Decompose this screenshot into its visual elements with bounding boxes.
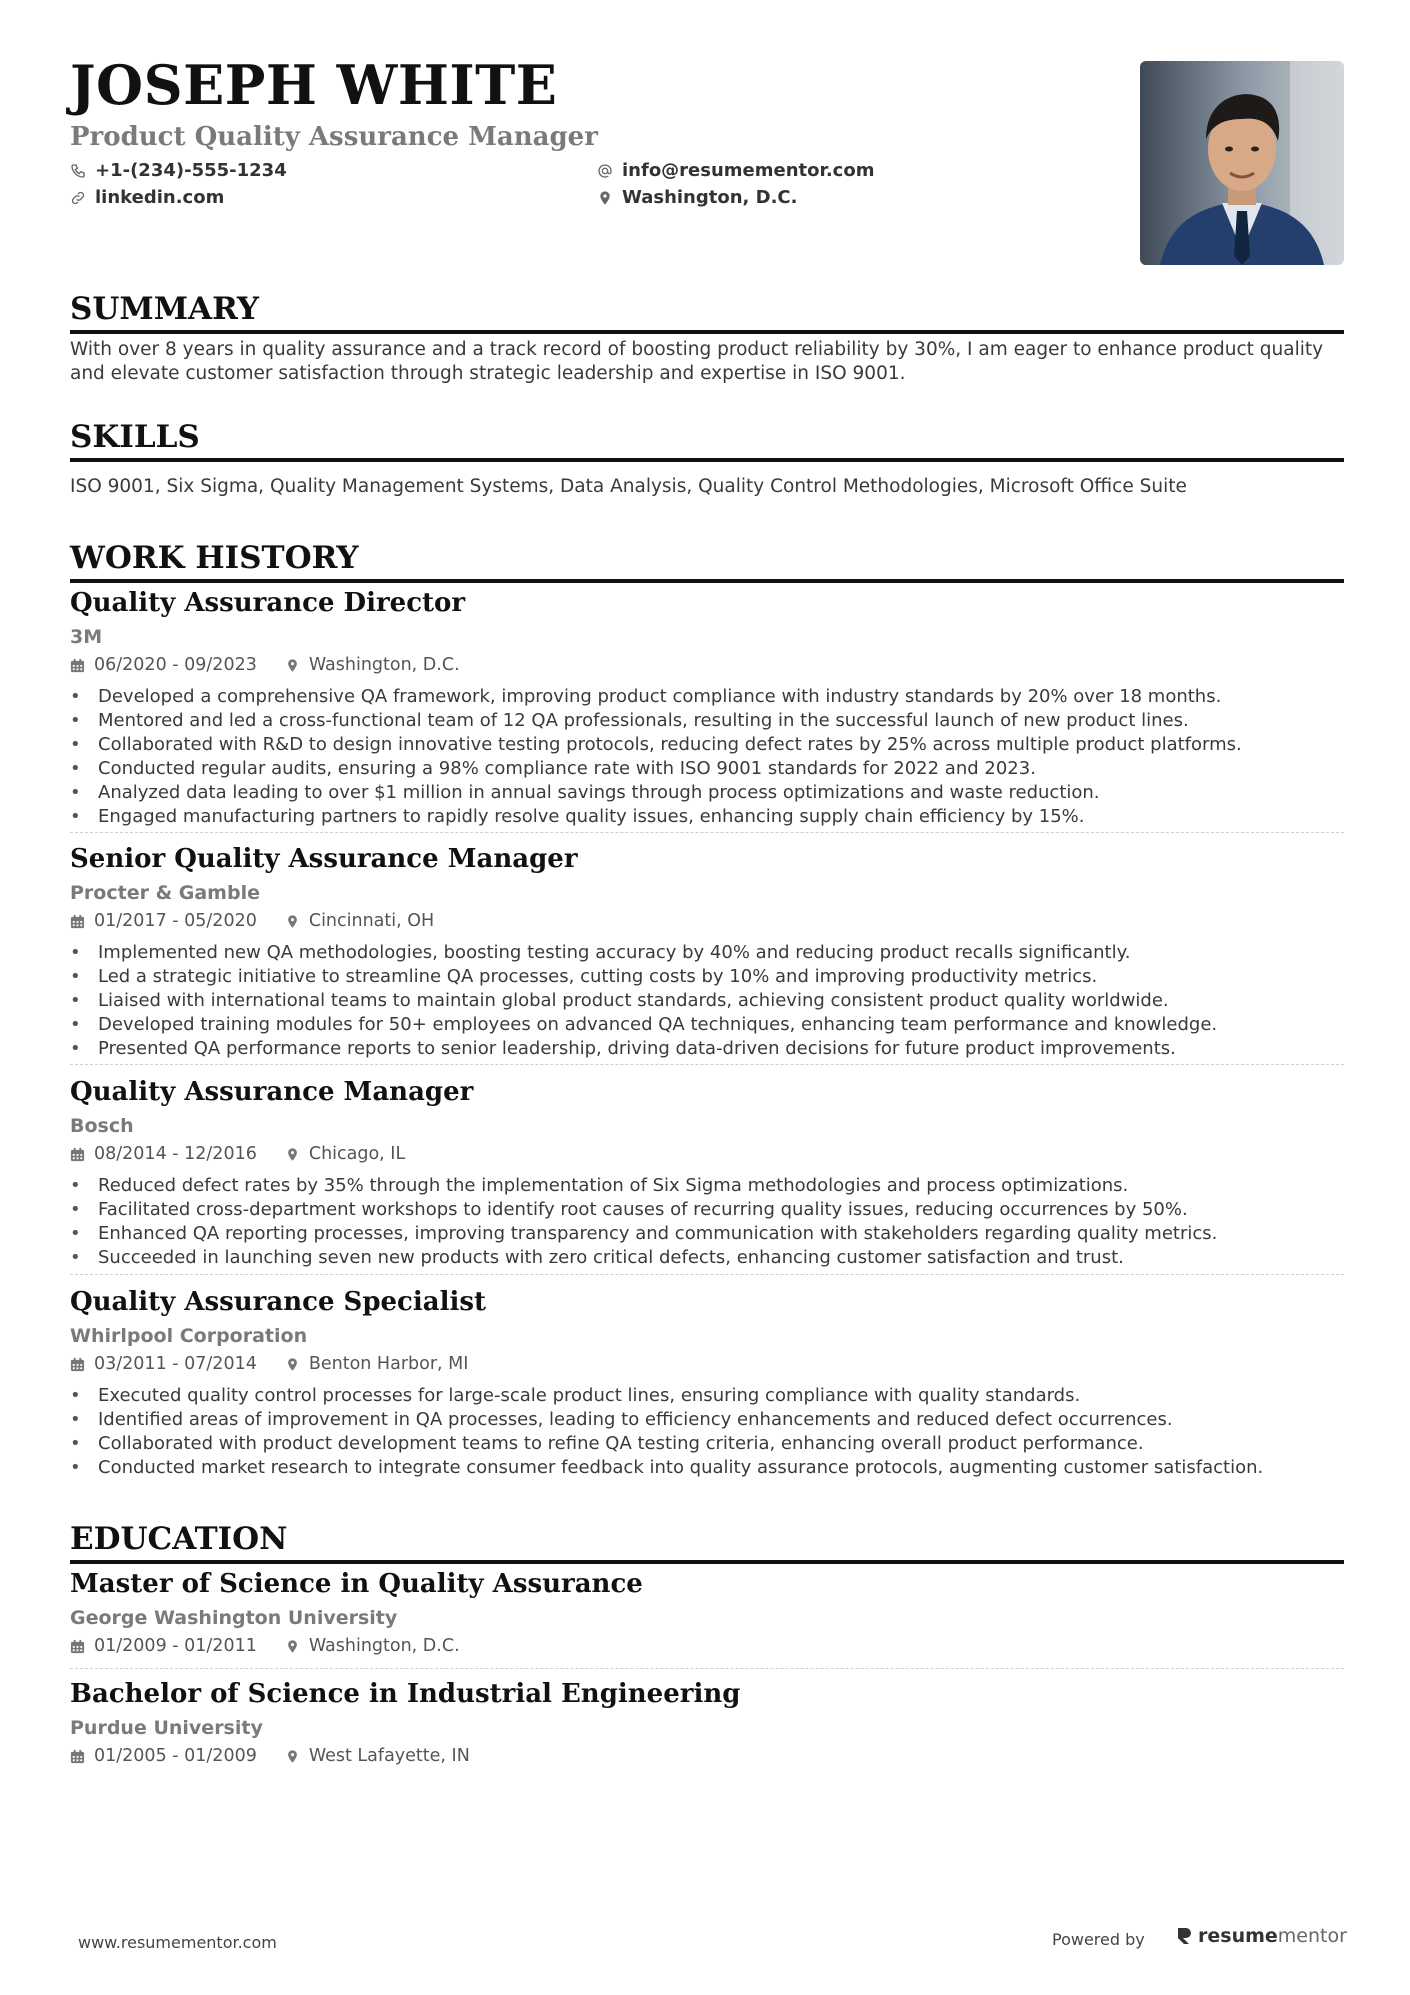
job-dates: 03/2011 - 07/2014 bbox=[94, 1354, 257, 1374]
job-bullet: • Identified areas of improvement in QA processes, leading to efficiency enhancements and reduced defect occurrences. bbox=[70, 1408, 1344, 1432]
job-bullet: • Analyzed data leading to over $1 million in annual savings through process optimizations and waste reduction. bbox=[70, 781, 1344, 805]
job-title: Quality Assurance Director bbox=[70, 588, 466, 618]
education-dates: 01/2009 - 01/2011 bbox=[94, 1636, 257, 1656]
email-text[interactable]: info@resumementor.com bbox=[622, 160, 875, 181]
job-bullet: • Conducted regular audits, ensuring a 98% compliance rate with ISO 9001 standards for 2022 and 2023. bbox=[70, 757, 1344, 781]
location-text: Washington, D.C. bbox=[622, 187, 798, 208]
job-entry bbox=[70, 1289, 1344, 1480]
contact-link[interactable] bbox=[70, 187, 224, 208]
contact-phone bbox=[70, 160, 287, 181]
job-company: 3M bbox=[70, 626, 103, 648]
entry-divider bbox=[70, 832, 1344, 833]
job-bullets bbox=[70, 685, 1344, 829]
education-entry bbox=[70, 1681, 1344, 1766]
job-company: Procter & Gamble bbox=[70, 882, 260, 904]
education-heading: EDUCATION bbox=[70, 1524, 1344, 1564]
education-location: Washington, D.C. bbox=[308, 1636, 460, 1656]
school-name: George Washington University bbox=[70, 1607, 398, 1629]
degree-title: Master of Science in Quality Assurance bbox=[70, 1569, 643, 1599]
education-meta bbox=[70, 1748, 1344, 1766]
job-entry bbox=[70, 846, 1344, 1061]
map-pin-icon bbox=[285, 1147, 300, 1162]
job-company: Whirlpool Corporation bbox=[70, 1325, 308, 1347]
job-title: Quality Assurance Specialist bbox=[70, 1287, 486, 1317]
map-pin-icon bbox=[285, 1749, 300, 1764]
powered-by-text: Powered by bbox=[1052, 1930, 1145, 1949]
job-entry bbox=[70, 1079, 1344, 1270]
job-meta bbox=[70, 1146, 1344, 1164]
job-bullet: • Presented QA performance reports to senior leadership, driving data-driven decisions for future product improvements. bbox=[70, 1037, 1344, 1061]
job-bullet: • Collaborated with product development teams to refine QA testing criteria, enhancing overall product performance. bbox=[70, 1432, 1344, 1456]
summary-heading: SUMMARY bbox=[70, 294, 1344, 334]
at-icon bbox=[597, 163, 613, 179]
brand-light: mentor bbox=[1277, 1925, 1347, 1947]
summary-text: With over 8 years in quality assurance and a track record of boosting product reliability by 30%, I am eager to enhance product quality and elevate customer satisfaction through strategic leadership and expertise in ISO 9001. bbox=[70, 339, 1324, 384]
education-location: West Lafayette, IN bbox=[308, 1746, 470, 1766]
job-bullets bbox=[70, 1174, 1344, 1270]
job-dates: 01/2017 - 05/2020 bbox=[94, 911, 257, 931]
calendar-icon bbox=[70, 914, 85, 929]
job-bullet: • Led a strategic initiative to streamline QA processes, cutting costs by 10% and improving productivity metrics. bbox=[70, 965, 1344, 989]
contact-email[interactable] bbox=[597, 160, 874, 181]
calendar-icon bbox=[70, 658, 85, 673]
job-bullet: • Liaised with international teams to maintain global product standards, achieving consistent product quality worldwide. bbox=[70, 989, 1344, 1013]
job-meta bbox=[70, 913, 1344, 931]
contact-location bbox=[597, 187, 797, 208]
education-entry bbox=[70, 1571, 1344, 1656]
link-text[interactable]: linkedin.com bbox=[95, 187, 225, 208]
job-location: Benton Harbor, MI bbox=[308, 1354, 469, 1374]
job-bullet: • Implemented new QA methodologies, boosting testing accuracy by 40% and reducing product recalls significantly. bbox=[70, 941, 1344, 965]
map-pin-icon bbox=[285, 914, 300, 929]
brand-logo[interactable] bbox=[1176, 1925, 1347, 1947]
phone-text: +1-(234)-555-1234 bbox=[95, 160, 287, 181]
job-bullet: • Developed a comprehensive QA framework, improving product compliance with industry standards by 20% over 18 months. bbox=[70, 685, 1344, 709]
education-meta bbox=[70, 1638, 1344, 1656]
job-bullet: • Collaborated with R&D to design innovative testing protocols, reducing defect rates by 25% across multiple product platforms. bbox=[70, 733, 1344, 757]
footer-url[interactable]: www.resumementor.com bbox=[78, 1933, 277, 1952]
job-bullets bbox=[70, 1384, 1344, 1480]
calendar-icon bbox=[70, 1639, 85, 1654]
phone-icon bbox=[70, 163, 86, 179]
job-bullet: • Executed quality control processes for large-scale product lines, ensuring compliance with quality standards. bbox=[70, 1384, 1344, 1408]
map-pin-icon bbox=[285, 1357, 300, 1372]
calendar-icon bbox=[70, 1749, 85, 1764]
job-bullets bbox=[70, 941, 1344, 1061]
link-icon bbox=[70, 190, 86, 206]
skills-text: ISO 9001, Six Sigma, Quality Management Systems, Data Analysis, Quality Control Methodologies, Microsoft Office Suite bbox=[70, 476, 1187, 497]
job-bullet: • Succeeded in launching seven new products with zero critical defects, enhancing customer satisfaction and trust. bbox=[70, 1246, 1344, 1270]
work-history-heading: WORK HISTORY bbox=[70, 543, 1344, 583]
job-location: Cincinnati, OH bbox=[308, 911, 435, 931]
job-bullet: • Developed training modules for 50+ employees on advanced QA techniques, enhancing team performance and knowledge. bbox=[70, 1013, 1344, 1037]
job-meta bbox=[70, 657, 1344, 675]
job-bullet: • Engaged manufacturing partners to rapidly resolve quality issues, enhancing supply chain efficiency by 15%. bbox=[70, 805, 1344, 829]
candidate-role: Product Quality Assurance Manager bbox=[70, 122, 598, 152]
job-bullet: • Conducted market research to integrate consumer feedback into quality assurance protocols, augmenting customer satisfaction. bbox=[70, 1456, 1344, 1480]
school-name: Purdue University bbox=[70, 1717, 263, 1739]
job-meta bbox=[70, 1356, 1344, 1374]
skills-heading: SKILLS bbox=[70, 422, 1344, 462]
entry-divider bbox=[70, 1274, 1344, 1275]
job-bullet: • Reduced defect rates by 35% through the implementation of Six Sigma methodologies and process optimizations. bbox=[70, 1174, 1344, 1198]
calendar-icon bbox=[70, 1357, 85, 1372]
job-title: Quality Assurance Manager bbox=[70, 1077, 474, 1107]
map-pin-icon bbox=[285, 1639, 300, 1654]
job-bullet: • Enhanced QA reporting processes, improving transparency and communication with stakeholders regarding quality metrics. bbox=[70, 1222, 1344, 1246]
job-location: Chicago, IL bbox=[308, 1144, 406, 1164]
job-dates: 08/2014 - 12/2016 bbox=[94, 1144, 257, 1164]
candidate-name: JOSEPH WHITE bbox=[70, 53, 558, 117]
job-bullet: • Mentored and led a cross-functional team of 12 QA professionals, resulting in the successful launch of new product lines. bbox=[70, 709, 1344, 733]
job-company: Bosch bbox=[70, 1115, 134, 1137]
degree-title: Bachelor of Science in Industrial Engineering bbox=[70, 1679, 741, 1709]
brand-mark-icon bbox=[1176, 1926, 1192, 1946]
brand-bold: resume bbox=[1198, 1925, 1278, 1947]
job-location: Washington, D.C. bbox=[308, 655, 460, 675]
map-pin-icon bbox=[285, 658, 300, 673]
profile-photo bbox=[1140, 61, 1344, 265]
map-pin-icon bbox=[597, 190, 613, 206]
job-bullet: • Facilitated cross-department workshops to identify root causes of recurring quality issues, reducing occurrences by 50%. bbox=[70, 1198, 1344, 1222]
entry-divider bbox=[70, 1064, 1344, 1065]
job-dates: 06/2020 - 09/2023 bbox=[94, 655, 257, 675]
job-entry bbox=[70, 590, 1344, 829]
entry-divider bbox=[70, 1668, 1344, 1669]
education-dates: 01/2005 - 01/2009 bbox=[94, 1746, 257, 1766]
job-title: Senior Quality Assurance Manager bbox=[70, 844, 578, 874]
calendar-icon bbox=[70, 1147, 85, 1162]
